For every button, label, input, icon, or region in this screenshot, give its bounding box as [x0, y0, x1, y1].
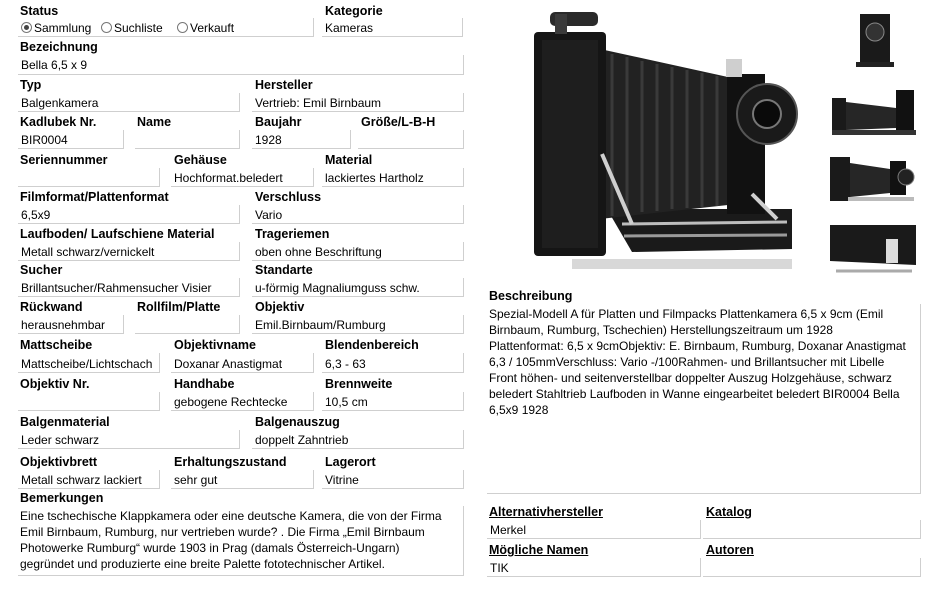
- autoren-field[interactable]: [703, 558, 921, 577]
- erhaltung-label: Erhaltungszustand: [174, 455, 287, 469]
- filmformat-label: Filmformat/Plattenformat: [20, 190, 169, 204]
- camera-thumbnail-image: [826, 78, 920, 142]
- seriennummer-label: Seriennummer: [20, 153, 108, 167]
- camera-image: [512, 4, 798, 282]
- baujahr-value: 1928: [255, 133, 282, 147]
- filmformat-value: 6,5x9: [21, 208, 51, 222]
- bezeichnung-value: Bella 6,5 x 9: [21, 58, 88, 72]
- moegliche-namen-value: TIK: [490, 561, 509, 575]
- groesse-field[interactable]: [358, 130, 464, 149]
- thumbnail-4[interactable]: [826, 219, 920, 283]
- status-option-verkauft[interactable]: [175, 21, 234, 36]
- blendenbereich-label: Blendenbereich: [325, 338, 419, 352]
- objektivbrett-value: Metall schwarz lackiert: [21, 473, 142, 487]
- bemerkungen-text: Eine tschechische Klappkamera oder eine deutsche Kamera, die von der Firma Emil Birnbaum, Rumburg, nur vertrieben wurde? . Die Firma „Emil Birnbaum Photowerke Rumburg“ wurde 1903 in Prag (damals Österreich-Ungarn) gegründet und produzierte eine breite Palette fototechnischer Artikel.: [20, 509, 442, 571]
- mattscheibe-value: Mattscheibe/Lichtschach: [21, 357, 153, 371]
- lagerort-label: Lagerort: [325, 455, 376, 469]
- status-option-label: Verkauft: [190, 21, 235, 35]
- verschluss-value: Vario: [255, 208, 283, 222]
- objektivname-label: Objektivname: [174, 338, 256, 352]
- hersteller-label: Hersteller: [255, 78, 313, 92]
- bemerkungen-label: Bemerkungen: [20, 491, 104, 505]
- objektivnr-label: Objektiv Nr.: [20, 377, 90, 391]
- name-field[interactable]: [135, 130, 240, 149]
- name-label: Name: [137, 115, 172, 129]
- beschreibung-text: Spezial-Modell A für Platten und Filmpacks Plattenkamera 6,5 x 9cm (Emil Birnbaum, Rumburg, Tschechien) Herstellungszeitraum um 1928 Plattenformat: 6,5 x 9cmObjektiv: E. Birnbaum, Rumburg, Doxanar Anastigmat 6,3 / 105mmVerschluss: Vario -/100Rahmen- und Brillantsucher mit Libelle Front höhen- und seitenverstellbar doppelter Auszug Holzgehäuse, schwarz beledert Stahltrieb Laufboden in Wanne eingearbeitet beledert BIR0004 Bella 6,5x9 1928: [489, 307, 906, 417]
- gehaeuse-value: Hochformat.beledert: [174, 171, 283, 185]
- handhabe-label: Handhabe: [174, 377, 235, 391]
- autoren-label: Autoren: [706, 543, 754, 557]
- blendenbereich-value: 6,3 - 63: [325, 357, 366, 371]
- beschreibung-label: Beschreibung: [489, 289, 573, 303]
- rollfilm-field[interactable]: [135, 315, 240, 334]
- objektiv-value: Emil.Birnbaum/Rumburg: [255, 318, 386, 332]
- alternativhersteller-label: Alternativhersteller: [489, 505, 603, 519]
- radio-empty-icon[interactable]: [101, 22, 112, 33]
- camera-thumbnail-image: [826, 147, 920, 211]
- typ-value: Balgenkamera: [21, 96, 99, 110]
- baujahr-label: Baujahr: [255, 115, 302, 129]
- radio-selected-icon[interactable]: [21, 22, 32, 33]
- objektivbrett-label: Objektivbrett: [20, 455, 98, 469]
- rueckwand-label: Rückwand: [20, 300, 83, 314]
- camera-thumbnail-image: [826, 219, 920, 283]
- standarte-value: u-förmig Magnaliumguss schw.: [255, 281, 420, 295]
- moegliche-namen-label: Mögliche Namen: [489, 543, 589, 557]
- camera-thumbnail-image: [826, 4, 920, 72]
- seriennummer-field[interactable]: [18, 168, 160, 187]
- filmformat-field[interactable]: [18, 205, 240, 224]
- material-value: lackiertes Hartholz: [325, 171, 424, 185]
- alternativhersteller-value: Merkel: [490, 523, 527, 537]
- hersteller-value: Vertrieb: Emil Birnbaum: [255, 96, 382, 110]
- standarte-label: Standarte: [255, 263, 313, 277]
- moegliche-namen-field[interactable]: [487, 558, 701, 577]
- status-label: Status: [20, 4, 59, 18]
- thumbnail-3[interactable]: [826, 147, 920, 211]
- trageriemen-value: oben ohne Beschriftung: [255, 245, 382, 259]
- rueckwand-value: herausnehmbar: [21, 318, 106, 332]
- katalog-label: Katalog: [706, 505, 752, 519]
- erhaltung-value: sehr gut: [174, 473, 218, 487]
- katalog-field[interactable]: [703, 520, 921, 539]
- status-option-label: Sammlung: [34, 21, 92, 35]
- laufboden-label: Laufboden/ Laufschiene Material: [20, 227, 215, 241]
- mattscheibe-label: Mattscheibe: [20, 338, 93, 352]
- laufboden-value: Metall schwarz/vernickelt: [21, 245, 155, 259]
- thumbnail-1[interactable]: [826, 4, 920, 72]
- verschluss-label: Verschluss: [255, 190, 322, 204]
- trageriemen-label: Trageriemen: [255, 227, 330, 241]
- objektivnr-field[interactable]: [18, 392, 160, 411]
- objektiv-label: Objektiv: [255, 300, 305, 314]
- groesse-label: Größe/L-B-H: [361, 115, 436, 129]
- radio-empty-icon[interactable]: [177, 22, 188, 33]
- handhabe-value: gebogene Rechtecke: [174, 395, 288, 409]
- balgenauszug-value: doppelt Zahntrieb: [255, 433, 349, 447]
- lagerort-value: Vitrine: [325, 473, 359, 487]
- status-option-sammlung[interactable]: [19, 21, 91, 36]
- kategorie-value: Kameras: [325, 21, 374, 35]
- thumbnail-2[interactable]: [826, 78, 920, 142]
- gehaeuse-label: Gehäuse: [174, 153, 227, 167]
- material-label: Material: [325, 153, 373, 167]
- kadlubek-label: Kadlubek Nr.: [20, 115, 97, 129]
- balgenmaterial-value: Leder schwarz: [21, 433, 100, 447]
- bezeichnung-label: Bezeichnung: [20, 40, 98, 54]
- balgenauszug-label: Balgenauszug: [255, 415, 340, 429]
- kadlubek-value: BIR0004: [21, 133, 68, 147]
- rollfilm-label: Rollfilm/Platte: [137, 300, 221, 314]
- verschluss-field[interactable]: [252, 205, 464, 224]
- status-option-label: Suchliste: [114, 21, 163, 35]
- balgenmaterial-label: Balgenmaterial: [20, 415, 110, 429]
- brennweite-label: Brennweite: [325, 377, 393, 391]
- main-camera-photo: [512, 4, 798, 282]
- typ-label: Typ: [20, 78, 42, 92]
- sucher-value: Brillantsucher/Rahmensucher Visier: [21, 281, 212, 295]
- brennweite-value: 10,5 cm: [325, 395, 368, 409]
- sucher-label: Sucher: [20, 263, 63, 277]
- objektivname-value: Doxanar Anastigmat: [174, 357, 283, 371]
- kategorie-label: Kategorie: [325, 4, 383, 18]
- status-option-suchliste[interactable]: [99, 21, 163, 36]
